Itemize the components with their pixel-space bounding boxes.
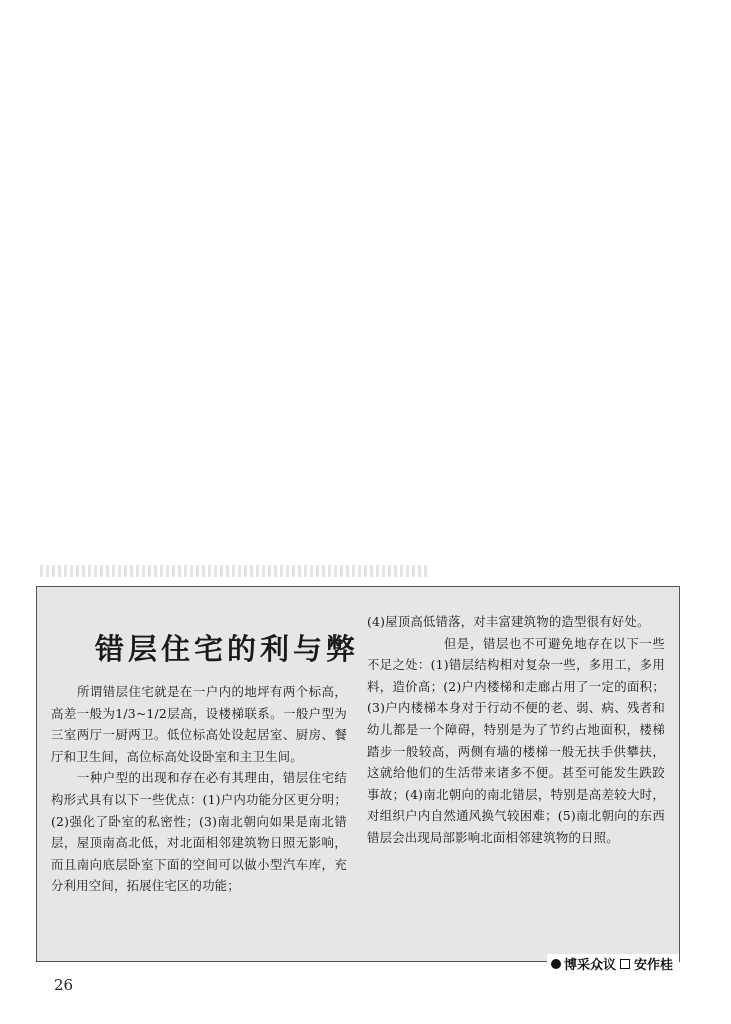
byline (547, 954, 679, 973)
article-title: 错层住宅的利与弊 (95, 632, 360, 666)
right-paragraph-1: (4)屋顶高低错落，对丰富建筑物的造型很有好处。 (367, 614, 650, 629)
right-column (367, 611, 665, 849)
article-panel (36, 586, 680, 973)
left-paragraph-2: 一种户型的出现和存在必有其理由，错层住宅结构形式具有以下一些优点：(1)户内功能分区更分明；(2)强化了卧室的私密性；(3)南北朝向如果是南北错层，屋顶南高北低，对北面相邻建筑物日照无影响，而且南向底层卧室下面的空间可以做小型汽车库，充分利用空间，拓展住宅区的功能； (51, 770, 347, 894)
column-name: 博采众议 (563, 958, 616, 973)
left-paragraph-1: 所谓错层住宅就是在一户内的地坪有两个标高，高差一般为1/3~1/2层高，设楼梯联系。一般户型为三室两厅一厨两卫。低位标高处设起居室、厨房、餐厅和卫生间，高位标高处设卧室和主卫生间。 (51, 684, 347, 764)
left-column (51, 681, 347, 897)
right-paragraph-2: 但是，错层也不可避免地存在以下一些不足之处：(1)错层结构相对复杂一些，多用工，多用料，造价高；(2)户内楼梯和走廊占用了一定的面积；(3)户内楼梯本身对于行动不便的老、弱、病、残者和幼儿都是一个障碍，特别是为了节约占地面积，楼梯踏步一般较高，两侧有墙的楼梯一般无扶手供攀扶，这就给他们的生活带来诸多不便。甚至可能发生跌跤事故；(4)南北朝向的南北错层，特别是高差较大时，对组织户内自然通风换气较困难；(5)南北朝向的东西错层会出现局部影响北面相邻建筑物的日照。 (367, 635, 665, 845)
bullet-dot-icon (551, 959, 561, 969)
page-number: 26 (54, 976, 74, 994)
faded-bleedthrough-text (40, 565, 430, 577)
author-name: 安作桂 (633, 958, 673, 973)
box-separator-icon (620, 959, 630, 969)
